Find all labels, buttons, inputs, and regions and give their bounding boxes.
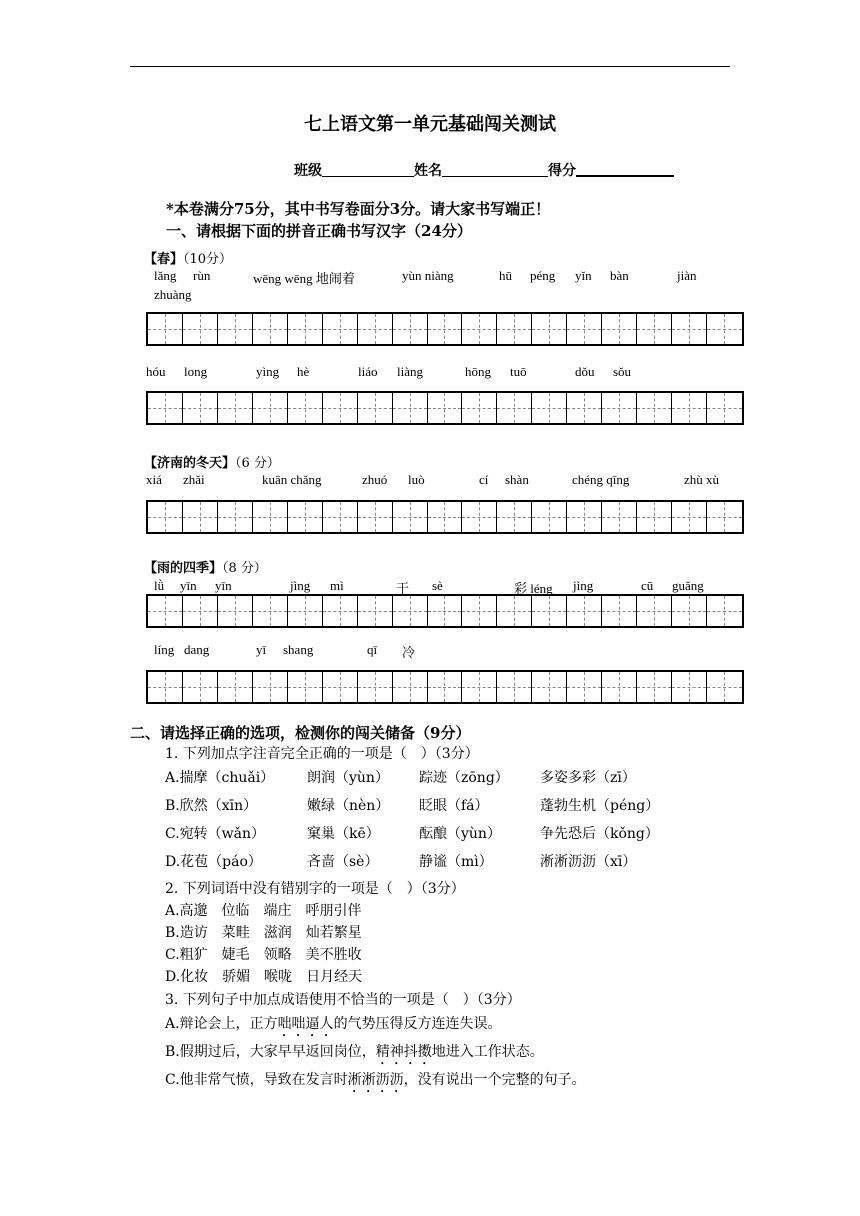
- pinyin: rùn: [193, 268, 211, 283]
- q1-option-d-2: 吝啬（sè）: [307, 854, 379, 870]
- student-info: [294, 160, 674, 180]
- pinyin: yìng: [256, 364, 280, 379]
- q1-option-c-4: 争先恐后（kǒng）: [540, 826, 659, 842]
- pinyin: kuān chǎng: [262, 472, 322, 487]
- q1-option-b-4: 蓬勃生机（péng）: [540, 798, 660, 814]
- pinyin: bàn: [610, 268, 629, 283]
- pinyin: shang: [283, 642, 314, 657]
- exam-note: *本卷满分75分，其中书写卷面分3分。请大家书写端正！: [166, 200, 551, 218]
- q1-option-d-3: 静谧（mì）: [419, 854, 493, 870]
- q2-option-a[interactable]: A.高邈 位临 端庄 呼朋引伴: [165, 903, 362, 919]
- pinyin: lǜ: [154, 578, 165, 593]
- pinyin: guǎng: [672, 578, 704, 593]
- q3-stem: 3. 下列句子中加点成语使用不恰当的一项是（ ）（3分）: [165, 992, 521, 1008]
- q1-option-b-1[interactable]: B.欣然（xīn）: [165, 798, 258, 814]
- chun-heading: [144, 248, 232, 267]
- pinyin: lǎng: [154, 268, 177, 283]
- pinyin: sè: [432, 578, 443, 593]
- q2-option-d[interactable]: D.化妆 骄媚 喉咙 日月经天: [165, 969, 363, 985]
- jinan-heading: [144, 452, 280, 471]
- q1-option-b-2: 嫩绿（nèn）: [307, 798, 390, 814]
- q1-option-a-3: 踪迹（zōng）: [419, 770, 509, 786]
- pinyin: wēng wēng 地闹着: [253, 271, 355, 286]
- pinyin: cū: [641, 578, 654, 593]
- writing-grid[interactable]: [146, 312, 744, 346]
- pinyin: yǐn: [575, 268, 592, 283]
- chun-label: 【春】: [144, 252, 184, 267]
- pinyin: jìng: [290, 578, 311, 593]
- q1-option-d-1[interactable]: D.花苞（páo）: [165, 854, 262, 870]
- q1-option-a-2: 朗润（yùn）: [307, 770, 389, 786]
- q1-option-a-4: 多姿多彩（zī）: [540, 770, 636, 786]
- pinyin: yīn: [180, 578, 197, 593]
- name-label: 姓名: [414, 163, 442, 179]
- class-label: 班级: [294, 163, 322, 179]
- pinyin: cí: [479, 472, 489, 487]
- pinyin: zhǎi: [183, 472, 205, 487]
- q1-option-a-1[interactable]: A.揣摩（chuǎi）: [165, 770, 275, 786]
- yu-heading: [144, 557, 267, 576]
- pinyin: yīn: [215, 578, 232, 593]
- name-field[interactable]: [442, 162, 548, 177]
- writing-grid[interactable]: [146, 500, 744, 534]
- pinyin: 冷: [402, 645, 416, 660]
- dotted-idiom: 咄咄逼人: [277, 1016, 334, 1032]
- yu-label: 【雨的四季】: [144, 561, 223, 576]
- pinyin: 干: [396, 581, 410, 596]
- pinyin: tuō: [510, 364, 527, 379]
- pinyin: zhù xù: [684, 472, 720, 487]
- q3-option-b[interactable]: B.假期过后，大家早早返回岗位，精神抖擞地进入工作状态。: [165, 1044, 544, 1060]
- q1-option-c-3: 酝酿（yùn）: [419, 826, 501, 842]
- writing-grid[interactable]: [146, 391, 744, 425]
- q2-stem: 2. 下列词语中没有错别字的一项是（ ）（3分）: [165, 881, 465, 897]
- q1-option-c-2: 窠巢（kē）: [307, 826, 380, 842]
- chun-points: （10分）: [183, 252, 233, 267]
- q1-option-b-3: 眨眼（fá）: [419, 798, 489, 814]
- page-title: 七上语文第一单元基础闯关测试: [304, 114, 556, 135]
- pinyin: shàn: [505, 472, 529, 487]
- section1-heading: 一、请根据下面的拼音正确书写汉字（24分）: [166, 222, 472, 240]
- q1-stem: 1. 下列加点字注音完全正确的一项是（ ）（3分）: [165, 746, 479, 762]
- pinyin: jìng: [573, 578, 594, 593]
- pinyin: dǒu: [575, 364, 595, 379]
- pinyin: luò: [408, 472, 425, 487]
- pinyin: liáo: [358, 364, 378, 379]
- pinyin: chéng qīng: [572, 472, 630, 487]
- pinyin: hū: [499, 268, 512, 283]
- pinyin: long: [184, 364, 208, 379]
- q1-option-c-1[interactable]: C.宛转（wǎn）: [165, 826, 266, 842]
- dotted-idiom: 精神抖擞: [375, 1044, 432, 1060]
- pinyin: péng: [530, 268, 556, 283]
- pinyin: jiàn: [677, 268, 697, 283]
- q2-option-c[interactable]: C.粗犷 婕毛 领略 美不胜收: [165, 947, 362, 963]
- pinyin: liàng: [397, 364, 423, 379]
- pinyin: zhuó: [362, 472, 388, 487]
- pinyin: mì: [330, 578, 344, 593]
- pinyin: líng: [154, 642, 175, 657]
- writing-grid[interactable]: [146, 670, 744, 704]
- q2-option-b[interactable]: B.造访 菜畦 滋润 灿若繁星: [165, 925, 362, 941]
- pinyin: hè: [297, 364, 310, 379]
- q3-option-a[interactable]: A.辩论会上，正方咄咄逼人的气势压得反方连连失误。: [165, 1016, 502, 1032]
- score-label: 得分: [548, 163, 576, 179]
- pinyin: 彩 léng: [514, 581, 553, 596]
- score-field[interactable]: [576, 161, 674, 177]
- q1-option-d-4: 淅淅沥沥（xī）: [540, 854, 637, 870]
- writing-grid[interactable]: [146, 594, 744, 628]
- pinyin: hōng: [465, 364, 491, 379]
- jinan-points: （6 分）: [235, 456, 280, 471]
- top-rule: [130, 66, 730, 67]
- section2-heading: 二、请选择正确的选项，检测你的闯关储备（9分）: [130, 724, 471, 742]
- pinyin: xiá: [146, 472, 162, 487]
- pinyin: yùn niàng: [402, 268, 454, 283]
- pinyin: zhuàng: [154, 287, 192, 302]
- dotted-idiom: 淅淅沥沥: [347, 1072, 404, 1088]
- pinyin: yī: [256, 642, 267, 657]
- yu-points: （8 分）: [222, 561, 267, 576]
- pinyin: qī: [367, 642, 378, 657]
- pinyin: dang: [184, 642, 210, 657]
- jinan-label: 【济南的冬天】: [144, 456, 236, 471]
- q3-option-c[interactable]: C.他非常气愤，导致在发言时淅淅沥沥，没有说出一个完整的句子。: [165, 1072, 586, 1088]
- class-field[interactable]: [322, 162, 414, 177]
- pinyin: sǒu: [613, 364, 632, 379]
- pinyin: hóu: [146, 364, 166, 379]
